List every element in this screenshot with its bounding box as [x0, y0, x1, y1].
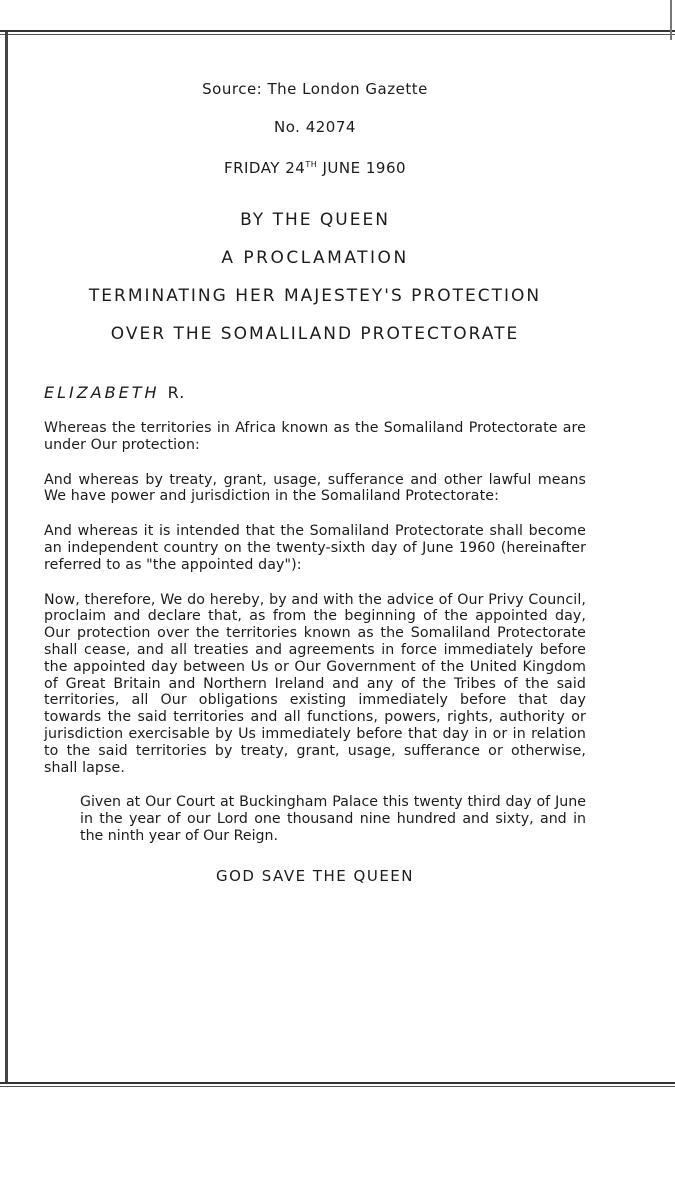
title-by-the-queen: BY THE QUEEN: [240, 210, 390, 230]
signature-initial: R.: [167, 383, 186, 402]
date-suffix: JUNE 1960: [317, 159, 407, 177]
title-terminating: TERMINATING HER MAJESTEY'S PROTECTION: [88, 286, 542, 306]
paragraph-whereas-1: Whereas the territories in Africa known as the Somaliland Protectorate are under Our protection:: [44, 420, 586, 453]
gazette-number: No. 42074: [274, 118, 356, 136]
royal-signature: [44, 383, 586, 402]
paragraph-declaration: Now, therefore, We do hereby, by and with the advice of Our Privy Council, proclaim and declare that, as from the beginning of the appointed day, Our protection over the territories known as the Somaliland Protectorate shall cease, and all treaties and agreements in force immediately before the appointed day between Us or Our Government of the United Kingdom of Great Britain and Northern Ireland and any of the Tribes of the said territories, all Our obligations existing immediately before that day towards the said territories and all functions, powers, rights, authority or jurisdiction exercisable by Us immediately before that day in or in relation to the said territories by treaty, grant, usage, sufferance or otherwise, shall lapse.: [44, 591, 586, 776]
left-border-rule: [5, 32, 8, 1084]
top-border-rule: [0, 30, 675, 35]
date-ordinal: TH: [305, 160, 318, 169]
bottom-border-rule: [0, 1082, 675, 1087]
title-proclamation: A PROCLAMATION: [221, 248, 409, 268]
date-prefix: FRIDAY 24: [223, 159, 306, 177]
signature-name: ELIZABETH: [44, 383, 160, 402]
gazette-date: [44, 146, 586, 187]
title-somaliland: OVER THE SOMALILAND PROTECTORATE: [110, 324, 520, 344]
god-save-the-queen: GOD SAVE THE QUEEN: [215, 866, 414, 885]
right-edge-mark: [670, 0, 672, 40]
given-at-court: Given at Our Court at Buckingham Palace this twenty third day of June in the year of our Lord one thousand nine hundred and sixty, and in the ninth year of Our Reign.: [80, 794, 586, 844]
source-line: Source: The London Gazette: [202, 80, 428, 98]
gazette-page: [44, 70, 586, 885]
paragraph-whereas-3: And whereas it is intended that the Somaliland Protectorate shall become an independent country on the twenty-sixth day of June 1960 (hereinafter referred to as "the appointed day"):: [44, 523, 586, 573]
paragraph-whereas-2: And whereas by treaty, grant, usage, sufferance and other lawful means We have power and jurisdiction in the Somaliland Protectorate:: [44, 471, 586, 505]
